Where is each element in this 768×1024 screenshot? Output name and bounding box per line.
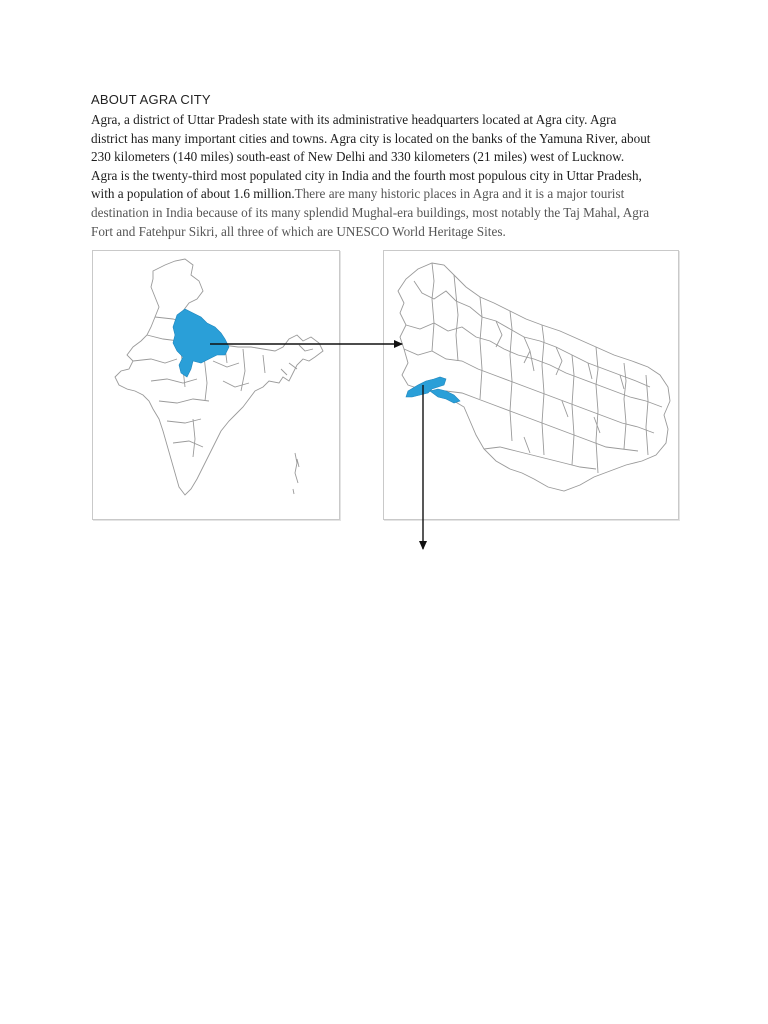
paragraph-line: destination in India because of its many splendid Mughal-era buildings, most notably the Taj Mahal, Agra (91, 204, 650, 220)
document-heading: ABOUT AGRA CITY (91, 92, 211, 107)
paragraph-line: Agra is the twenty-third most populated city in India and the fourth most populous city in Uttar Pradesh, (91, 167, 642, 183)
paragraph-line: 230 kilometers (140 miles) south-east of New Delhi and 330 kilometers (21 miles) west of Lucknow. (91, 149, 625, 165)
paragraph-line: Fort and Fatehpur Sikri, all three of which are UNESCO World Heritage Sites. (91, 223, 506, 239)
paragraph-line-light-part: There are many historic places in Agra and it is a major tourist (294, 186, 625, 202)
paragraph-line-dark-part: with a population of about 1.6 million. (91, 186, 295, 202)
paragraph-line: district has many important cities and towns. Agra city is located on the banks of the Yamuna River, about (91, 130, 651, 146)
paragraph-line: Agra, a district of Uttar Pradesh state with its administrative headquarters located at Agra city. Agra (91, 112, 617, 127)
